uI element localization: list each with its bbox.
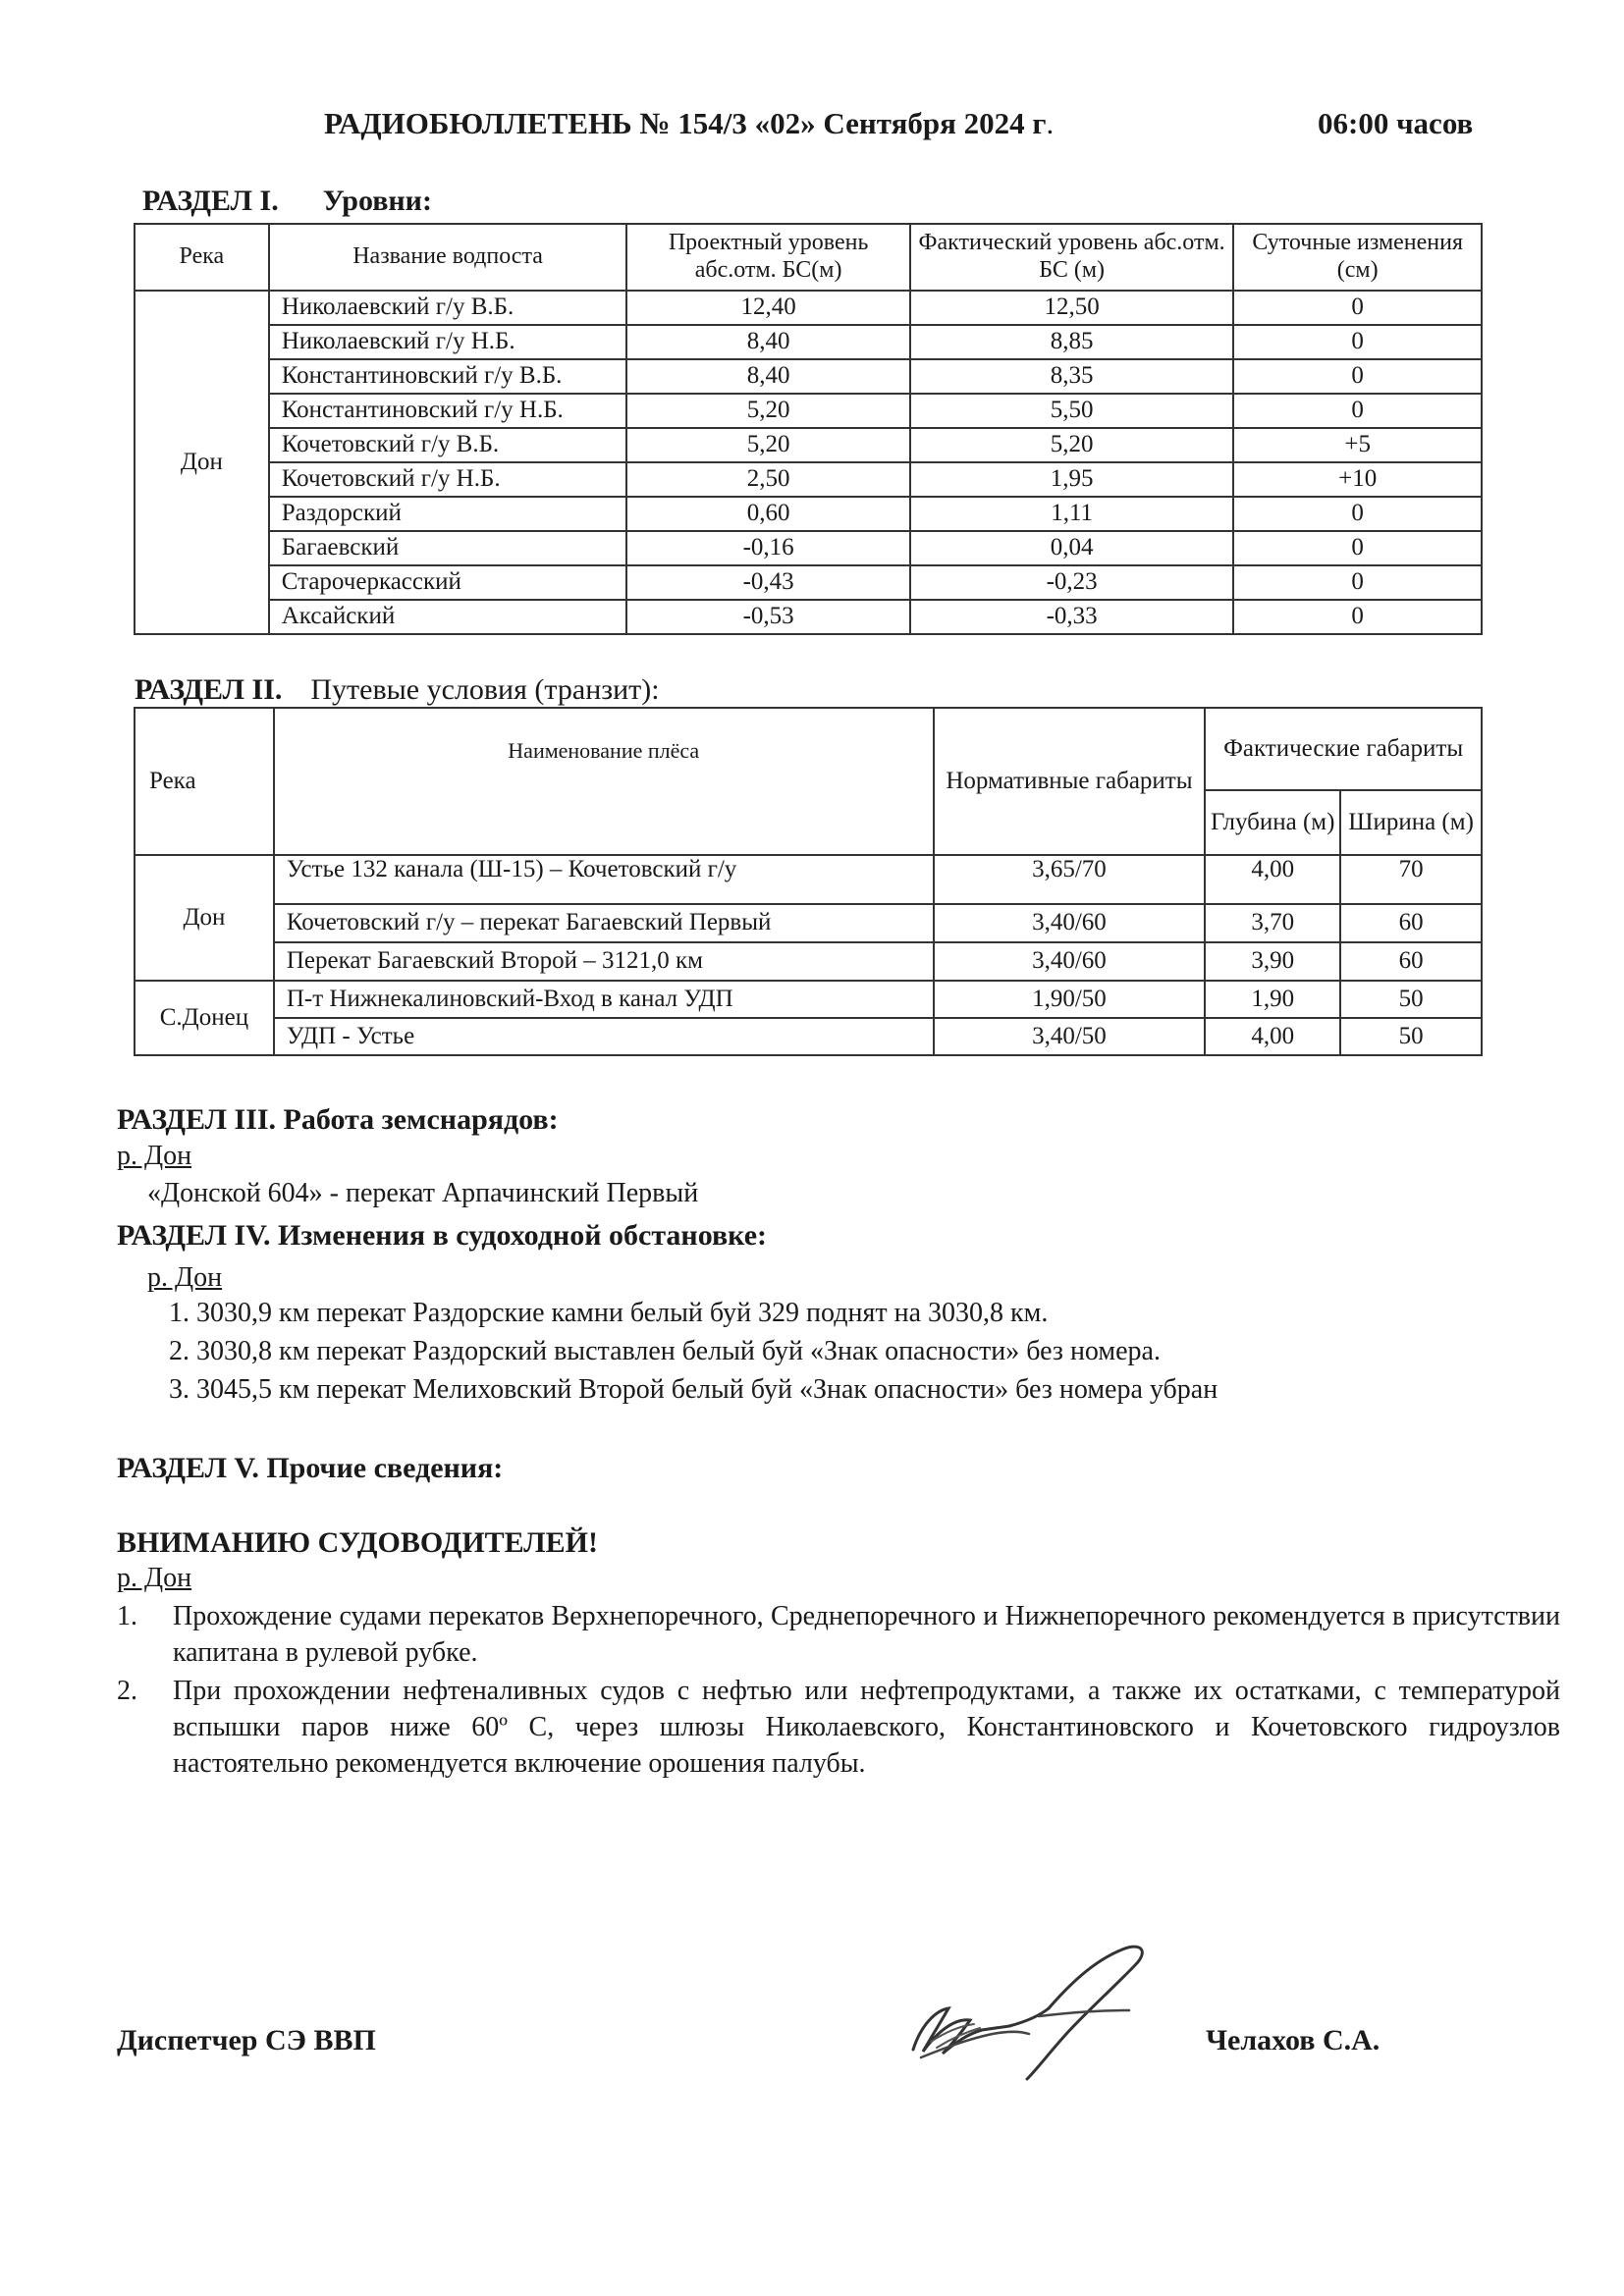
actual-level: 5,50	[910, 394, 1233, 428]
transit-col-width: Ширина (м)	[1340, 790, 1482, 855]
design-level: -0,43	[626, 565, 910, 600]
levels-table	[134, 223, 1483, 635]
section2-heading	[135, 673, 660, 707]
daily-change: 0	[1233, 600, 1482, 634]
design-level: -0,53	[626, 600, 910, 634]
list-item: 1. 3030,9 км перекат Раздорские камни белый буй 329 поднят на 3030,8 км.	[169, 1298, 1049, 1328]
table-row	[135, 565, 1482, 600]
transit-table	[134, 707, 1483, 1056]
transit-col-depth: Глубина (м)	[1205, 790, 1340, 855]
daily-change: 0	[1233, 325, 1482, 359]
daily-change: +5	[1233, 428, 1482, 462]
attention-river: р. Дон	[117, 1563, 192, 1593]
post-name: Аксайский	[269, 600, 627, 634]
actual-width: 70	[1340, 855, 1482, 904]
norm-dims: 3,40/60	[934, 942, 1206, 981]
design-level: 8,40	[626, 325, 910, 359]
actual-level: 12,50	[910, 291, 1233, 325]
table-row	[135, 904, 1482, 942]
actual-width: 60	[1340, 942, 1482, 981]
actual-width: 60	[1340, 904, 1482, 942]
post-name: Николаевский г/у В.Б.	[269, 291, 627, 325]
post-name: Константиновский г/у Н.Б.	[269, 394, 627, 428]
dispatcher-position: Диспетчер СЭ ВВП	[117, 2024, 376, 2056]
section1-title: Уровни:	[322, 185, 432, 217]
list-item: 3. 3045,5 км перекат Мелиховский Второй белый буй «Знак опасности» без номера убран	[169, 1374, 1218, 1405]
list-item	[117, 1598, 1560, 1671]
section2-number: РАЗДЕЛ II.	[135, 673, 283, 706]
levels-col-daily: Суточные изменения (см)	[1233, 224, 1482, 291]
design-level: 0,60	[626, 497, 910, 531]
reach-name: П-т Нижнекалиновский-Вход в канал УДП	[274, 981, 934, 1018]
reach-name: Устье 132 канала (Ш-15) – Кочетовский г/у	[274, 855, 934, 904]
actual-depth: 4,00	[1205, 855, 1340, 904]
design-level: 5,20	[626, 394, 910, 428]
table-row	[135, 325, 1482, 359]
bulletin-time: 06:00 часов	[1318, 106, 1474, 140]
section3-item: «Донской 604» - перекат Арпачинский Первый	[147, 1178, 699, 1208]
actual-depth: 3,70	[1205, 904, 1340, 942]
table-row	[135, 600, 1482, 634]
list-item: 2. 3030,8 км перекат Раздорский выставлен белый буй «Знак опасности» без номера.	[169, 1336, 1161, 1366]
attention-item-text: Прохождение судами перекатов Верхнепоречного, Среднепоречного и Нижнепоречного рекомендуется в присутствии капитана в рулевой рубке.	[173, 1601, 1560, 1668]
daily-change: 0	[1233, 359, 1482, 394]
attention-item-text: При прохождении нефтеналивных судов с нефтью или нефтепродуктами, а также их остатками, с температурой вспышки паров ниже 60º С, через шлюзы Николаевского, Константиновского и Кочетовского гидроузлов настоятельно рекомендуется включение орошения палубы.	[173, 1676, 1560, 1779]
reach-name: Кочетовский г/у – перекат Багаевский Первый	[274, 904, 934, 942]
norm-dims: 3,40/50	[934, 1018, 1206, 1055]
transit-col-norm: Нормативные габариты	[934, 708, 1206, 855]
actual-level: -0,23	[910, 565, 1233, 600]
table-row	[135, 981, 1482, 1018]
attention-item-number: 2.	[117, 1676, 137, 1706]
attention-title: ВНИМАНИЮ СУДОВОДИТЕЛЕЙ!	[117, 1526, 598, 1559]
levels-header-row	[135, 224, 1482, 291]
section1-heading	[142, 185, 432, 218]
design-level: 2,50	[626, 462, 910, 497]
post-name: Багаевский	[269, 531, 627, 565]
design-level: 5,20	[626, 428, 910, 462]
actual-level: -0,33	[910, 600, 1233, 634]
daily-change: 0	[1233, 291, 1482, 325]
list-item	[117, 1673, 1560, 1782]
signature	[901, 1932, 1196, 2089]
daily-change: 0	[1233, 565, 1482, 600]
actual-level: 1,95	[910, 462, 1233, 497]
levels-col-river: Река	[135, 224, 269, 291]
table-row	[135, 1018, 1482, 1055]
levels-col-post: Название водпоста	[269, 224, 627, 291]
table-row	[135, 428, 1482, 462]
daily-change: 0	[1233, 531, 1482, 565]
design-level: 8,40	[626, 359, 910, 394]
actual-width: 50	[1340, 1018, 1482, 1055]
post-name: Кочетовский г/у Н.Б.	[269, 462, 627, 497]
actual-depth: 3,90	[1205, 942, 1340, 981]
post-name: Старочеркасский	[269, 565, 627, 600]
section2-title: Путевые условия (транзит):	[310, 673, 660, 706]
transit-river-cell: Дон	[135, 855, 274, 981]
actual-width: 50	[1340, 981, 1482, 1018]
post-name: Николаевский г/у Н.Б.	[269, 325, 627, 359]
daily-change: 0	[1233, 394, 1482, 428]
section4-title: РАЗДЕЛ IV. Изменения в судоходной обстановке:	[117, 1219, 768, 1252]
section1-number: РАЗДЕЛ I.	[142, 185, 279, 217]
table-row	[135, 497, 1482, 531]
table-row	[135, 531, 1482, 565]
design-level: 12,40	[626, 291, 910, 325]
bulletin-title-text: РАДИОБЮЛЛЕТЕНЬ № 154/3 «02» Сентября 2024 г	[324, 106, 1047, 140]
actual-level: 8,85	[910, 325, 1233, 359]
signature-graphic	[901, 1932, 1196, 2089]
daily-change: 0	[1233, 497, 1482, 531]
table-row	[135, 291, 1482, 325]
actual-depth: 4,00	[1205, 1018, 1340, 1055]
transit-river-cell: С.Донец	[135, 981, 274, 1055]
actual-level: 1,11	[910, 497, 1233, 531]
transit-col-actual: Фактические габариты	[1205, 708, 1482, 790]
transit-col-reach: Наименование плёса	[274, 708, 934, 855]
transit-col-river: Река	[135, 708, 274, 855]
levels-col-actual: Фактический уровень абс.отм. БС (м)	[910, 224, 1233, 291]
table-row	[135, 942, 1482, 981]
section4-river: р. Дон	[147, 1262, 223, 1293]
attention-item-number: 1.	[117, 1601, 137, 1631]
bulletin-title-dot: .	[1046, 106, 1055, 140]
post-name: Константиновский г/у В.Б.	[269, 359, 627, 394]
transit-header-row	[135, 708, 1482, 790]
bulletin-title	[324, 106, 1054, 141]
actual-level: 8,35	[910, 359, 1233, 394]
daily-change: +10	[1233, 462, 1482, 497]
actual-level: 5,20	[910, 428, 1233, 462]
table-row	[135, 462, 1482, 497]
levels-col-design: Проектный уровень абс.отм. БС(м)	[626, 224, 910, 291]
table-row	[135, 855, 1482, 904]
norm-dims: 1,90/50	[934, 981, 1206, 1018]
dispatcher-name: Челахов С.А.	[1206, 2024, 1380, 2056]
actual-level: 0,04	[910, 531, 1233, 565]
section3-title: РАЗДЕЛ III. Работа земснарядов:	[117, 1103, 559, 1136]
post-name: Кочетовский г/у В.Б.	[269, 428, 627, 462]
actual-depth: 1,90	[1205, 981, 1340, 1018]
design-level: -0,16	[626, 531, 910, 565]
reach-name: УДП - Устье	[274, 1018, 934, 1055]
levels-river-cell: Дон	[135, 291, 269, 634]
norm-dims: 3,65/70	[934, 855, 1206, 904]
reach-name: Перекат Багаевский Второй – 3121,0 км	[274, 942, 934, 981]
table-row	[135, 359, 1482, 394]
section3-river: р. Дон	[117, 1141, 192, 1171]
section5-title: РАЗДЕЛ V. Прочие сведения:	[117, 1452, 504, 1484]
post-name: Раздорский	[269, 497, 627, 531]
table-row	[135, 394, 1482, 428]
norm-dims: 3,40/60	[934, 904, 1206, 942]
